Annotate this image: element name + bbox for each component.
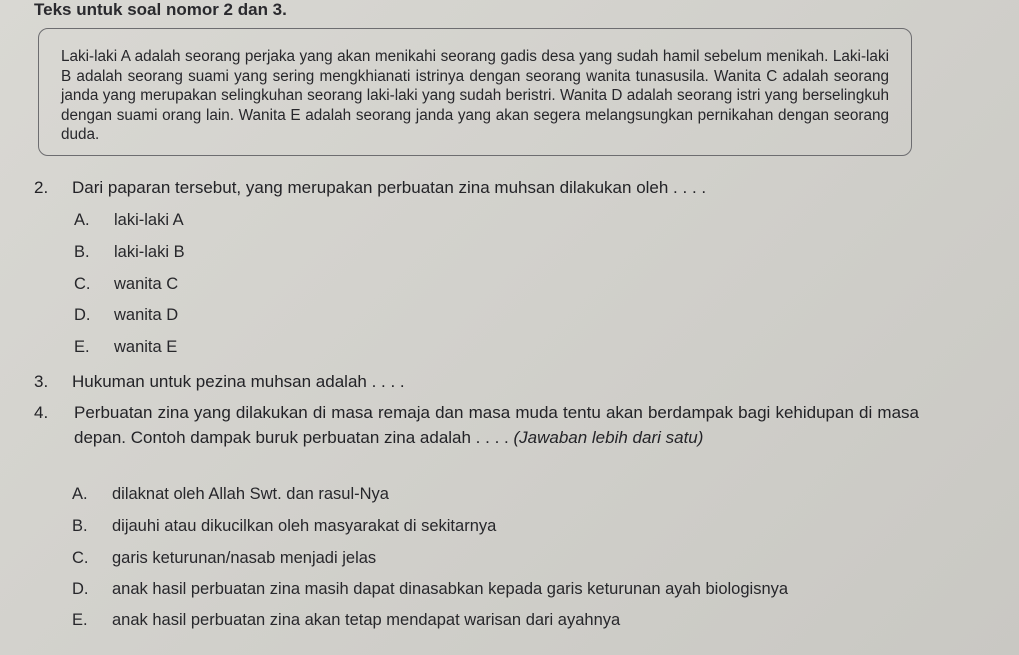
question-text: Perbuatan zina yang dilakukan di masa remaja dan masa muda tentu akan berdampak bagi kehidupan di masa depan. Contoh dampak buruk perbuatan zina adalah . . . . [74, 403, 919, 447]
option-text: laki-laki A [114, 211, 184, 229]
option-text: dijauhi atau dikucilkan oleh masyarakat di sekitarnya [112, 517, 497, 535]
question-2 [34, 178, 706, 198]
option-letter: E. [72, 611, 88, 629]
q2-option-a[interactable] [74, 211, 184, 230]
question-note: (Jawaban lebih dari satu) [513, 428, 704, 447]
q4-option-a[interactable] [72, 485, 389, 504]
question-text-block [74, 400, 919, 450]
question-4 [34, 400, 919, 450]
question-number: 2. [34, 178, 49, 197]
option-letter: D. [72, 580, 89, 598]
option-text: laki-laki B [114, 243, 185, 261]
option-letter: B. [74, 243, 90, 261]
option-text: anak hasil perbuatan zina masih dapat dinasabkan kepada garis keturunan ayah biologisnya [112, 580, 789, 598]
q4-option-d[interactable] [72, 580, 788, 599]
question-text: Hukuman untuk pezina muhsan adalah . . . . [72, 372, 405, 391]
option-letter: C. [74, 275, 91, 293]
q2-option-e[interactable] [74, 338, 177, 357]
option-letter: D. [74, 306, 91, 324]
question-number: 3. [34, 372, 49, 391]
question-number: 4. [34, 403, 49, 422]
section-header: Teks untuk soal nomor 2 dan 3. [34, 0, 287, 19]
q2-option-b[interactable] [74, 243, 185, 262]
option-text: wanita D [114, 306, 179, 324]
option-text: wanita C [114, 275, 179, 293]
option-text: anak hasil perbuatan zina akan tetap mendapat warisan dari ayahnya [112, 611, 621, 629]
option-text: garis keturunan/nasab menjadi jelas [112, 549, 377, 567]
q2-option-c[interactable] [74, 275, 178, 294]
option-text: wanita E [114, 338, 178, 356]
option-letter: A. [72, 485, 88, 503]
q4-option-b[interactable] [72, 517, 496, 536]
option-text: dilaknat oleh Allah Swt. dan rasul-Nya [112, 485, 389, 503]
question-3 [34, 372, 405, 392]
option-letter: E. [74, 338, 90, 356]
option-letter: A. [74, 211, 90, 229]
option-letter: B. [72, 517, 88, 535]
q2-option-d[interactable] [74, 306, 178, 325]
option-letter: C. [72, 549, 89, 567]
passage-text: Laki-laki A adalah seorang perjaka yang akan menikahi seorang gadis desa yang sudah hamil sebelum menikah. Laki-laki B adalah seorang suami yang sering mengkhianati istrinya dengan seorang wanita tunasusila. Wanita C adalah seorang janda yang merupakan selingkuhan seorang laki-laki yang sudah beristri. Wanita D adalah seorang istri yang berselingkuh dengan suami orang lain. Wanita E adalah seorang janda yang akan segera melangsungkan pernikahan dengan seorang duda. [61, 48, 889, 143]
q4-option-c[interactable] [72, 549, 376, 568]
q4-option-e[interactable] [72, 611, 620, 630]
question-text: Dari paparan tersebut, yang merupakan perbuatan zina muhsan dilakukan oleh . . . . [72, 178, 707, 197]
passage-box [38, 28, 912, 156]
